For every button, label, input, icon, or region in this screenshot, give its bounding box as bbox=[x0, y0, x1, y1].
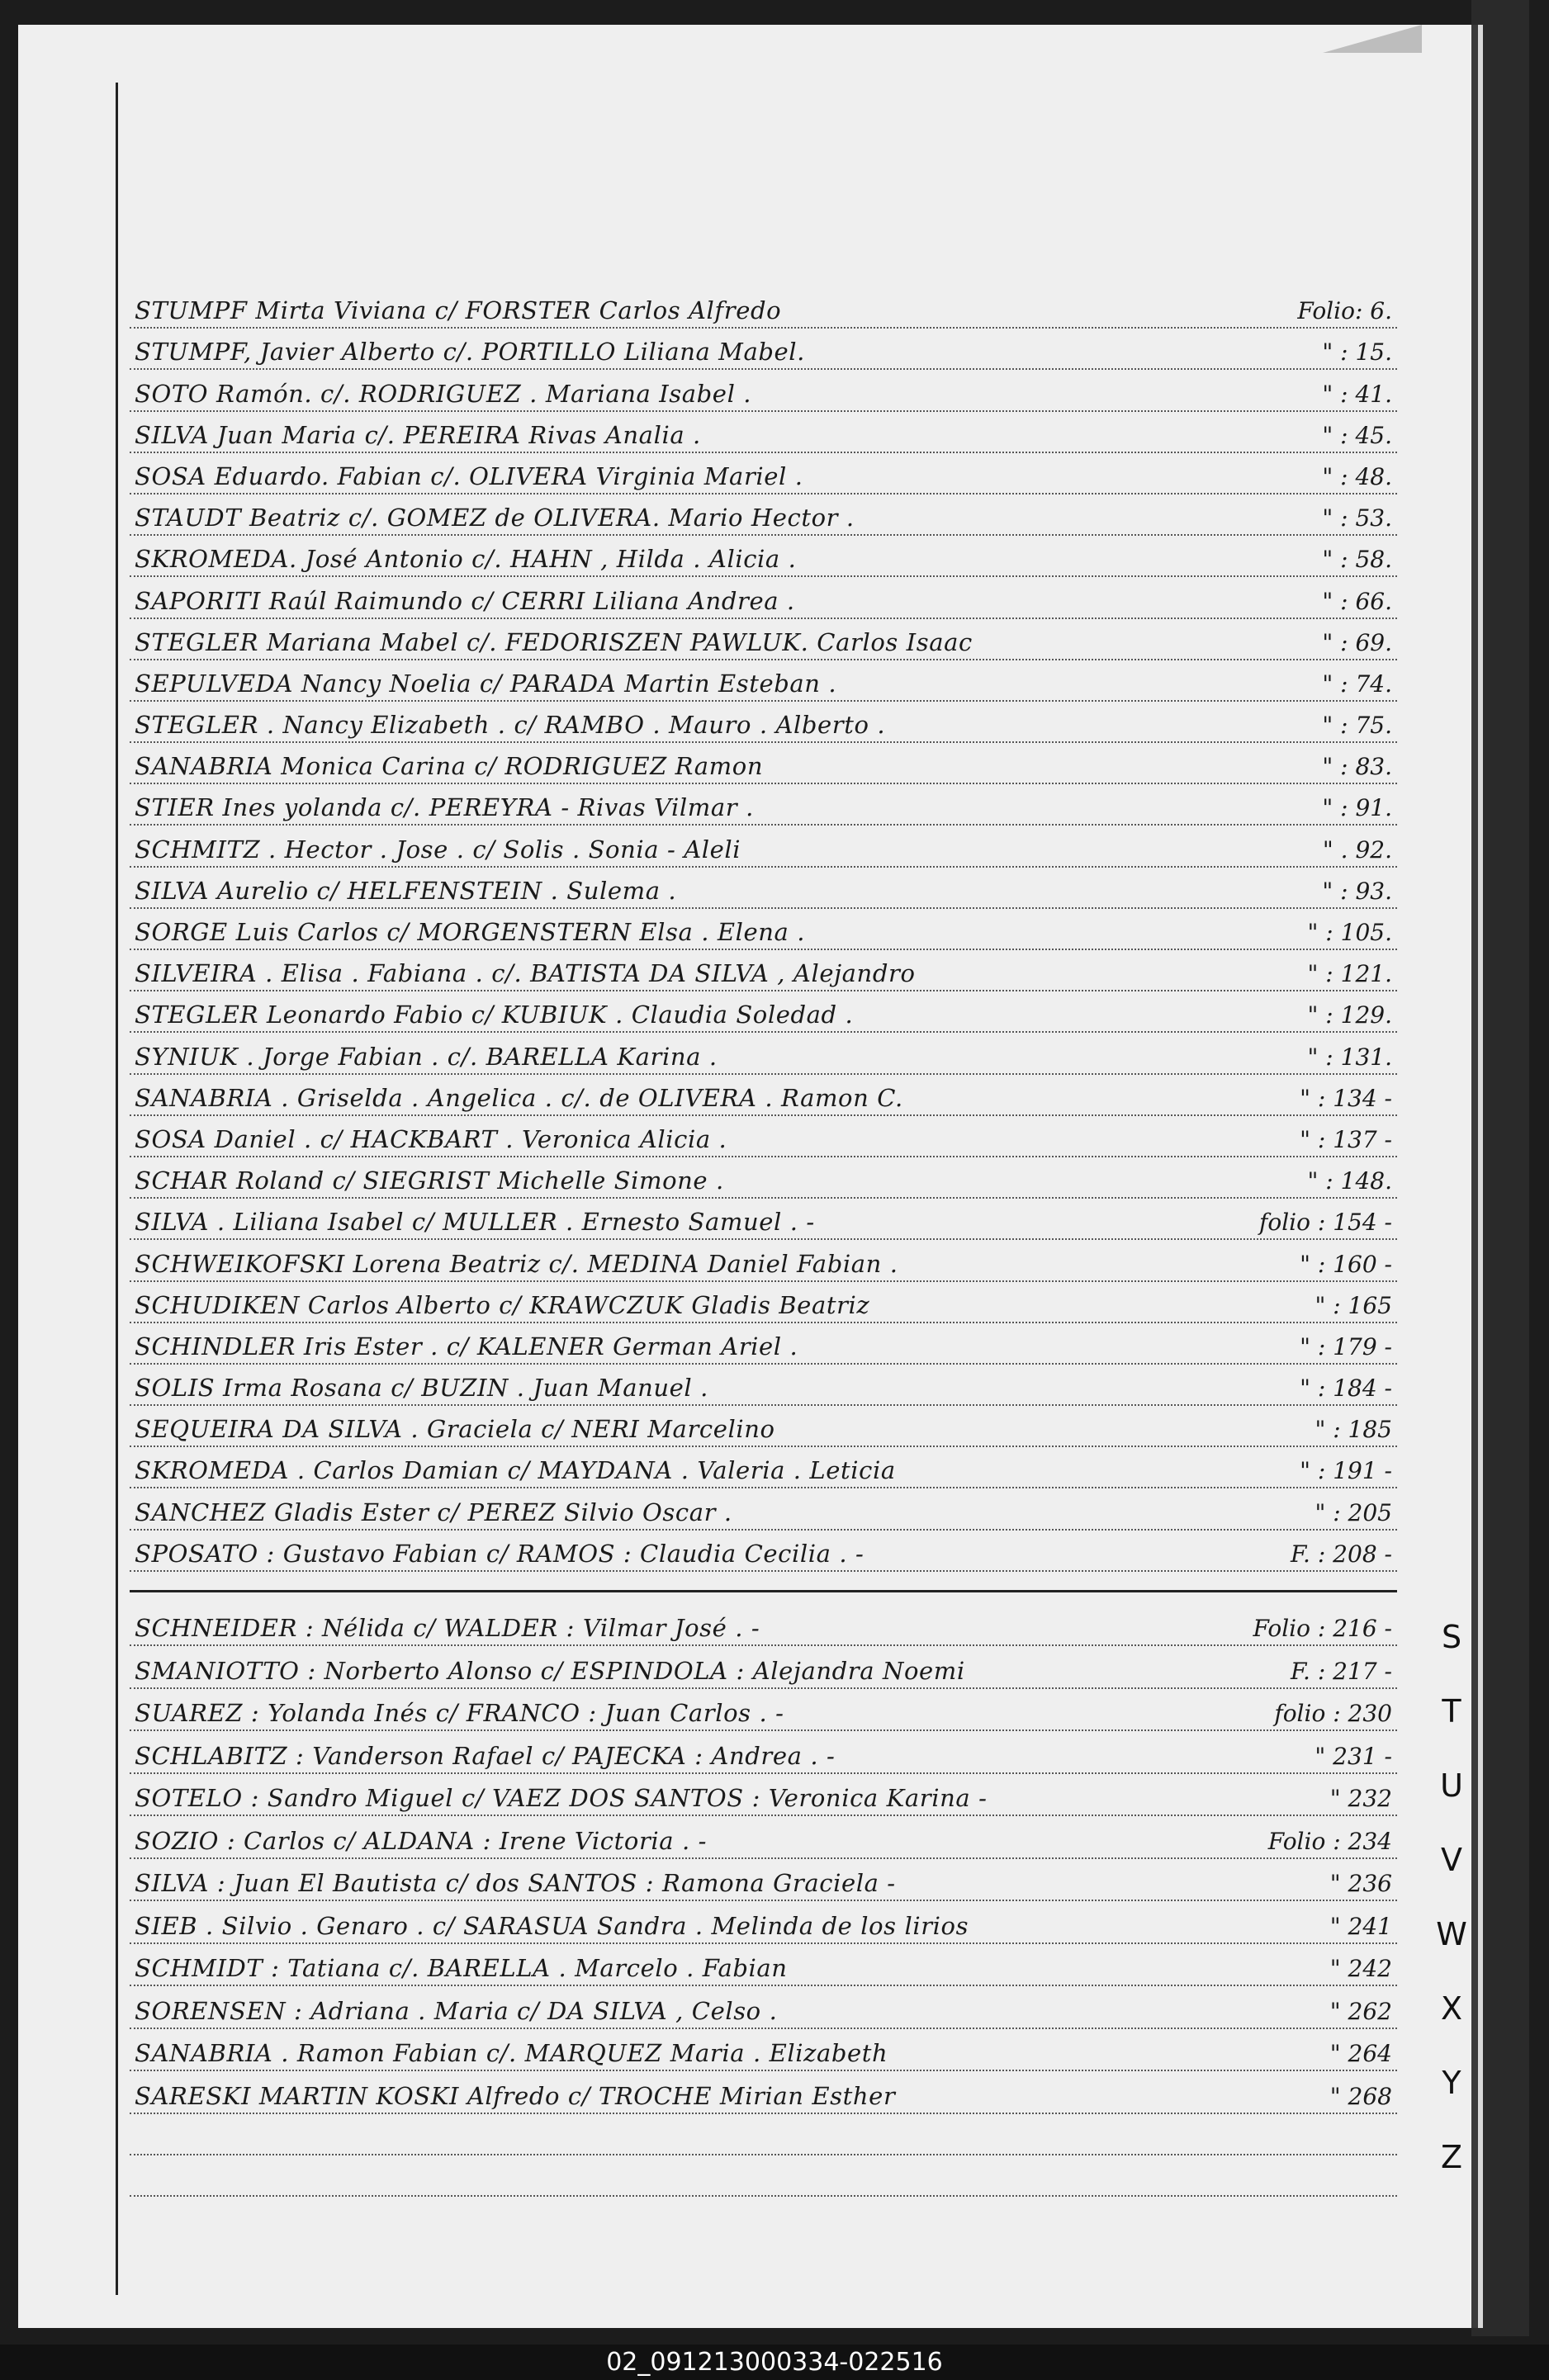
entry-folio: " : 165 bbox=[1315, 1291, 1392, 1319]
entry-folio: " : 53. bbox=[1322, 504, 1392, 532]
ledger-row bbox=[130, 743, 1397, 784]
ledger-row bbox=[130, 370, 1397, 411]
ledger-section-b bbox=[130, 1604, 1397, 2114]
entry-names: SILVA Aurelio c/ HELFENSTEIN . Sulema . bbox=[135, 876, 677, 905]
ledger-row bbox=[130, 619, 1397, 660]
entry-folio: " : 184 - bbox=[1300, 1375, 1392, 1403]
entry-folio: " : 121. bbox=[1307, 960, 1392, 988]
entry-folio: " : 69. bbox=[1322, 628, 1392, 656]
ledger-entries bbox=[130, 287, 1397, 2197]
entry-folio: " : 185 bbox=[1315, 1416, 1392, 1444]
ledger-row bbox=[130, 287, 1397, 329]
ledger-row bbox=[130, 2071, 1397, 2114]
ledger-row bbox=[130, 1689, 1397, 1732]
ledger-row bbox=[130, 494, 1397, 536]
ledger-row bbox=[130, 660, 1397, 702]
entry-names: SORGE Luis Carlos c/ MORGENSTERN Elsa . Elena . bbox=[135, 918, 806, 946]
entry-folio: " : 58. bbox=[1322, 546, 1392, 574]
ledger-row bbox=[130, 1033, 1397, 1074]
index-tab-t[interactable]: T bbox=[1442, 1693, 1461, 1729]
book-page-edge bbox=[1471, 0, 1529, 2336]
entry-names: SCHLABITZ : Vanderson Rafael c/ PAJECKA : Andrea . - bbox=[135, 1741, 836, 1770]
entry-names: SOSA Eduardo. Fabian c/. OLIVERA Virginia Mariel . bbox=[135, 461, 803, 490]
entry-names: SCHUDIKEN Carlos Alberto c/ KRAWCZUK Gladis Beatriz bbox=[135, 1290, 870, 1319]
entry-folio: " : 74. bbox=[1322, 670, 1392, 698]
blank-row bbox=[130, 2114, 1397, 2155]
entry-folio: " : 75. bbox=[1322, 712, 1392, 740]
ledger-row bbox=[130, 1859, 1397, 1902]
entry-names: SKROMEDA . Carlos Damian c/ MAYDANA . Valeria . Leticia bbox=[135, 1456, 896, 1485]
entry-names: STEGLER . Nancy Elizabeth . c/ RAMBO . Mauro . Alberto . bbox=[135, 711, 886, 740]
entry-names: SAPORITI Raúl Raimundo c/ CERRI Liliana Andrea . bbox=[135, 586, 795, 615]
ledger-row bbox=[130, 2029, 1397, 2072]
entry-names: SKROMEDA. José Antonio c/. HAHN , Hilda . Alicia . bbox=[135, 545, 797, 574]
entry-names: SANCHEZ Gladis Ester c/ PEREZ Silvio Oscar . bbox=[135, 1498, 732, 1526]
entry-names: SEPULVEDA Nancy Noelia c/ PARADA Martin Esteban . bbox=[135, 669, 837, 698]
entry-folio: folio : 230 bbox=[1274, 1700, 1392, 1728]
index-tab-z[interactable]: Z bbox=[1440, 2139, 1463, 2175]
ledger-row bbox=[130, 868, 1397, 909]
ledger-row bbox=[130, 1447, 1397, 1488]
entry-names: SILVA Juan Maria c/. PEREIRA Rivas Analia . bbox=[135, 420, 701, 449]
entry-folio: " : 148. bbox=[1307, 1167, 1392, 1195]
ledger-row bbox=[130, 991, 1397, 1033]
entry-names: SCHMITZ . Hector . Jose . c/ Solis . Sonia - Aleli bbox=[135, 835, 741, 864]
ledger-row bbox=[130, 1116, 1397, 1157]
index-tab-x[interactable]: X bbox=[1440, 1990, 1463, 2027]
entry-folio: " : 15. bbox=[1322, 338, 1392, 367]
margin-line bbox=[116, 83, 118, 2295]
entry-names: SUAREZ : Yolanda Inés c/ FRANCO : Juan Carlos . - bbox=[135, 1699, 784, 1728]
entry-names: SMANIOTTO : Norberto Alonso c/ ESPINDOLA : Alejandra Noemi bbox=[135, 1656, 965, 1685]
ledger-row bbox=[130, 1604, 1397, 1647]
entry-folio: " : 91. bbox=[1322, 794, 1392, 822]
entry-folio: " . 92. bbox=[1322, 835, 1392, 864]
ledger-row bbox=[130, 412, 1397, 453]
ledger-row bbox=[130, 1531, 1397, 1572]
ledger-row bbox=[130, 1901, 1397, 1944]
entry-folio: " : 179 - bbox=[1300, 1332, 1392, 1360]
ledger-row bbox=[130, 1774, 1397, 1817]
index-tab-v[interactable]: V bbox=[1441, 1842, 1462, 1878]
ledger-row bbox=[130, 1075, 1397, 1116]
entry-names: SANABRIA . Ramon Fabian c/. MARQUEZ Maria . Elizabeth bbox=[135, 2039, 888, 2068]
entry-names: SOSA Daniel . c/ HACKBART . Veronica Alicia . bbox=[135, 1124, 727, 1153]
blank-row bbox=[130, 2155, 1397, 2197]
entry-names: SCHWEIKOFSKI Lorena Beatriz c/. MEDINA Daniel Fabian . bbox=[135, 1249, 898, 1278]
ledger-row bbox=[130, 1986, 1397, 2029]
entry-folio: " : 48. bbox=[1322, 462, 1392, 490]
entry-names: SILVA : Juan El Bautista c/ dos SANTOS : Ramona Graciela - bbox=[135, 1869, 896, 1898]
ledger-row bbox=[130, 826, 1397, 867]
ledger-page bbox=[18, 25, 1471, 2328]
entry-names: SOTO Ramón. c/. RODRIGUEZ . Mariana Isabel . bbox=[135, 379, 752, 408]
image-id-footer: 02_091213000334-022516 bbox=[0, 2345, 1549, 2380]
entry-folio: " : 41. bbox=[1322, 380, 1392, 408]
ledger-row bbox=[130, 950, 1397, 991]
entry-folio: " : 134 - bbox=[1300, 1084, 1392, 1112]
entry-folio: " : 137 - bbox=[1300, 1125, 1392, 1153]
entry-folio: " : 160 - bbox=[1300, 1250, 1392, 1278]
ledger-row bbox=[130, 1365, 1397, 1406]
entry-names: STAUDT Beatriz c/. GOMEZ de OLIVERA. Mario Hector . bbox=[135, 504, 855, 532]
entry-names: SILVEIRA . Elisa . Fabiana . c/. BATISTA DA SILVA , Alejandro bbox=[135, 959, 916, 988]
ledger-row bbox=[130, 909, 1397, 950]
entry-folio: " 242 bbox=[1329, 1955, 1392, 1983]
ledger-row bbox=[130, 1731, 1397, 1774]
entry-names: SCHMIDT : Tatiana c/. BARELLA . Marcelo . Fabian bbox=[135, 1954, 788, 1983]
entry-names: SOLIS Irma Rosana c/ BUZIN . Juan Manuel . bbox=[135, 1374, 708, 1403]
entry-folio: " 241 bbox=[1329, 1912, 1392, 1940]
entry-folio: " 268 bbox=[1329, 2082, 1392, 2110]
ledger-row bbox=[130, 536, 1397, 577]
entry-folio: " : 129. bbox=[1307, 1001, 1392, 1029]
entry-folio: Folio: 6. bbox=[1297, 297, 1392, 325]
entry-folio: Folio : 216 - bbox=[1253, 1615, 1392, 1643]
index-tab-w[interactable]: W bbox=[1436, 1916, 1467, 1952]
entry-names: STIER Ines yolanda c/. PEREYRA - Rivas Vilmar . bbox=[135, 793, 754, 822]
entry-folio: " : 105. bbox=[1307, 919, 1392, 946]
entry-folio: " : 83. bbox=[1322, 753, 1392, 781]
entry-folio: F. : 217 - bbox=[1290, 1657, 1392, 1685]
entry-names: SCHNEIDER : Nélida c/ WALDER : Vilmar José . - bbox=[135, 1614, 760, 1643]
ledger-row bbox=[130, 577, 1397, 618]
entry-names: STUMPF, Javier Alberto c/. PORTILLO Liliana Mabel. bbox=[135, 338, 805, 367]
index-tab-y[interactable]: Y bbox=[1442, 2065, 1461, 2101]
index-tab-u[interactable]: U bbox=[1440, 1767, 1463, 1804]
entry-folio: " : 191 - bbox=[1300, 1457, 1392, 1485]
ledger-row bbox=[130, 702, 1397, 743]
entry-folio: " : 205 bbox=[1315, 1498, 1392, 1526]
ledger-row bbox=[130, 1157, 1397, 1199]
ledger-row bbox=[130, 329, 1397, 370]
entry-names: SCHAR Roland c/ SIEGRIST Michelle Simone . bbox=[135, 1166, 724, 1195]
entry-names: STUMPF Mirta Viviana c/ FORSTER Carlos Alfredo bbox=[135, 296, 782, 325]
section-divider bbox=[130, 1572, 1397, 1592]
entry-names: STEGLER Leonardo Fabio c/ KUBIUK . Claudia Soledad . bbox=[135, 1001, 854, 1029]
entry-folio: " : 93. bbox=[1322, 877, 1392, 905]
entry-names: SCHINDLER Iris Ester . c/ KALENER German Ariel . bbox=[135, 1332, 798, 1360]
ledger-row bbox=[130, 1240, 1397, 1281]
ledger-row bbox=[130, 1199, 1397, 1240]
ledger-row bbox=[130, 453, 1397, 494]
entry-names: SYNIUK . Jorge Fabian . c/. BARELLA Karina . bbox=[135, 1042, 718, 1071]
entry-names: STEGLER Mariana Mabel c/. FEDORISZEN PAWLUK. Carlos Isaac bbox=[135, 627, 973, 656]
entry-folio: " 232 bbox=[1329, 1785, 1392, 1813]
entry-folio: " : 131. bbox=[1307, 1043, 1392, 1071]
entry-names: SANABRIA . Griselda . Angelica . c/. de OLIVERA . Ramon C. bbox=[135, 1083, 903, 1112]
ledger-row bbox=[130, 1646, 1397, 1689]
ledger-row bbox=[130, 1282, 1397, 1323]
entry-folio: " 236 bbox=[1329, 1870, 1392, 1898]
entry-folio: " 264 bbox=[1329, 2040, 1392, 2068]
index-tab-s[interactable]: S bbox=[1441, 1619, 1462, 1655]
ledger-section-a bbox=[130, 287, 1397, 1572]
entry-names: SPOSATO : Gustavo Fabian c/ RAMOS : Claudia Cecilia . - bbox=[135, 1539, 865, 1568]
entry-names: SANABRIA Monica Carina c/ RODRIGUEZ Ramon bbox=[135, 752, 764, 781]
entry-folio: Folio : 234 bbox=[1267, 1827, 1392, 1855]
page-corner bbox=[1323, 25, 1422, 53]
ledger-row bbox=[130, 1816, 1397, 1859]
alphabet-index-tabs bbox=[1427, 1600, 1476, 2194]
entry-folio: F. : 208 - bbox=[1290, 1540, 1392, 1568]
entry-names: SEQUEIRA DA SILVA . Graciela c/ NERI Marcelino bbox=[135, 1415, 775, 1444]
ledger-row bbox=[130, 1944, 1397, 1987]
ledger-row bbox=[130, 1323, 1397, 1365]
entry-names: SOTELO : Sandro Miguel c/ VAEZ DOS SANTOS : Veronica Karina - bbox=[135, 1784, 988, 1813]
entry-folio: " : 45. bbox=[1322, 421, 1392, 449]
entry-folio: folio : 154 - bbox=[1258, 1209, 1392, 1237]
entry-names: SOZIO : Carlos c/ ALDANA : Irene Victoria . - bbox=[135, 1826, 708, 1855]
entry-folio: " 231 - bbox=[1315, 1742, 1392, 1770]
entry-names: SIEB . Silvio . Genaro . c/ SARASUA Sandra . Melinda de los lirios bbox=[135, 1911, 969, 1940]
entry-folio: " 262 bbox=[1329, 1997, 1392, 2025]
ledger-row bbox=[130, 1488, 1397, 1530]
ledger-row bbox=[130, 784, 1397, 826]
entry-names: SARESKI MARTIN KOSKI Alfredo c/ TROCHE Mirian Esther bbox=[135, 2081, 896, 2110]
entry-names: SORENSEN : Adriana . Maria c/ DA SILVA , Celso . bbox=[135, 1996, 778, 2025]
ledger-row bbox=[130, 1406, 1397, 1447]
entry-names: SILVA . Liliana Isabel c/ MULLER . Ernesto Samuel . - bbox=[135, 1208, 815, 1237]
entry-folio: " : 66. bbox=[1322, 587, 1392, 615]
